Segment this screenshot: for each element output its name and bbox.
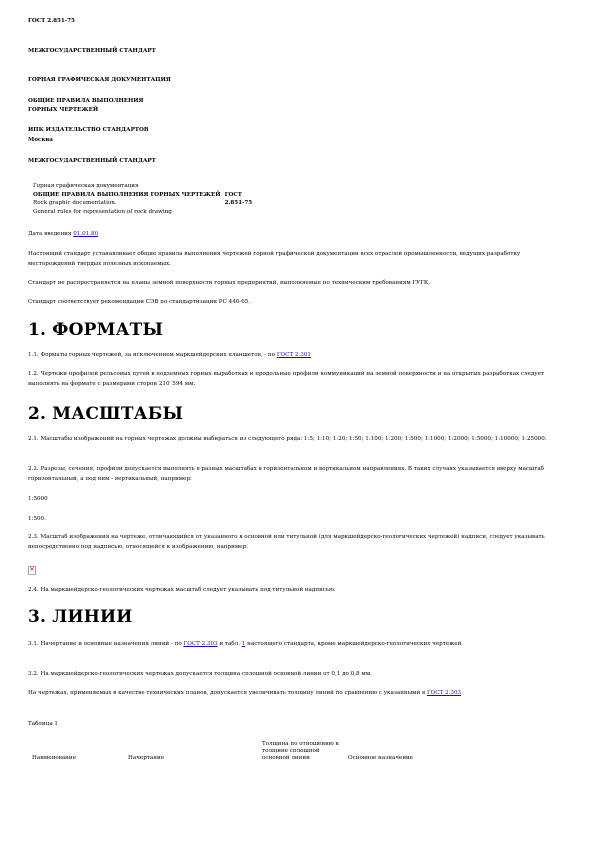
scope-paragraph: Настоящий стандарт устанавливает общие правила выполнения чертежей горной графической документации всех отраслей промышленности, ведущих разработку месторождений твердых полезных ископаемых. bbox=[28, 251, 521, 267]
section-3-1 bbox=[28, 640, 565, 650]
section-1-2: 1.2. Чертежи профилей рельсовых путей в подземных горных выработках и продольные профили коммуникаций на земной поверхности и на открытых разработках следует выполнять на формате с размерами сторон 210´594 мм. bbox=[28, 371, 545, 387]
section-3-1-text-b: и табл. bbox=[219, 641, 241, 647]
city: Москва bbox=[28, 137, 53, 143]
table-header-name: Наименование bbox=[32, 755, 76, 762]
broken-image-icon bbox=[28, 566, 36, 575]
intro-date-label: Дата введения bbox=[28, 231, 72, 237]
title-line-1: ОБЩИЕ ПРАВИЛА ВЫПОЛНЕНИЯ bbox=[28, 98, 144, 104]
index-left-line-2: ОБЩИЕ ПРАВИЛА ВЫПОЛНЕНИЯ ГОРНЫХ ЧЕРТЕЖЕЙ bbox=[33, 191, 221, 198]
intro-date bbox=[28, 230, 565, 240]
section-2-4: 2.4. На маркшейдерско-геологических чертежах масштаб следует указывать под титульной надписью. bbox=[28, 587, 336, 593]
index-left bbox=[31, 182, 223, 216]
section-3-heading: 3. ЛИНИИ bbox=[28, 607, 133, 627]
scale-vertical: 1:500. bbox=[28, 516, 46, 522]
interstate-standard-label: МЕЖГОСУДАРСТВЕННЫЙ СТАНДАРТ bbox=[28, 48, 156, 54]
section-2-3: 2.3. Масштаб изображения на чертеже, отличающийся от указанного в основной или титульной (для маркшейдерско-геологических чертежей) надписи, следует указывать непосредственно под надписью, относящейся к изображению, например: bbox=[28, 534, 545, 550]
gost-2-301-link[interactable]: ГОСТ 2.301 bbox=[276, 352, 311, 358]
table-header-purpose: Основное назначение bbox=[348, 755, 414, 762]
table-header-row bbox=[30, 741, 460, 763]
section-2-1: 2.1. Масштабы изображений на горных чертежах должны выбираться из следующего ряда: 1:5; 1:10; 1:20; 1:50; 1:100; 1:200; 1:500; 1:1000; 1:2000; 1:5000; 1:10000; 1:25000. bbox=[28, 436, 547, 442]
gost-2-303-link[interactable]: ГОСТ 2.303 bbox=[183, 641, 218, 647]
not-applicable-paragraph: Стандарт не распространяется на планы земной поверхности горных предприятий, выполняемые по техническим требованиям ГУГК. bbox=[28, 280, 431, 286]
index-left-line-1: Горная графическая документация bbox=[33, 183, 139, 189]
section-2-2: 2.2. Разрезы, сечения, профили допускается выполнять в разных масштабах в горизонтальном и вертикальном направлениях. В таких случаях указывается вверху масштаб горизонтальный, а под ним - вертикальный, например: bbox=[28, 466, 545, 482]
index-right bbox=[223, 182, 255, 216]
section-2-heading: 2. МАСШТАБЫ bbox=[28, 404, 184, 424]
index-left-line-4: General rules for representation of rock drawing bbox=[33, 208, 172, 215]
section-3-1-text-a: 3.1. Начертание и основные назначения линий - по bbox=[28, 641, 182, 647]
cmea-paragraph: Стандарт соответствует рекомендации СЭВ по стандартизации РС 446-65. bbox=[28, 299, 251, 305]
publisher: ИПК ИЗДАТЕЛЬСТВО СТАНДАРТОВ bbox=[28, 127, 149, 133]
table-1 bbox=[30, 741, 460, 763]
intro-date-link[interactable]: 01.01.80 bbox=[73, 231, 99, 237]
section-3-3 bbox=[28, 689, 565, 699]
scale-horizontal: 1:5000 bbox=[28, 496, 48, 502]
index-right-line-1: ГОСТ bbox=[224, 191, 242, 198]
series-title: ГОРНАЯ ГРАФИЧЕСКАЯ ДОКУМЕНТАЦИЯ bbox=[28, 77, 171, 83]
designation-block bbox=[31, 182, 254, 216]
section-1-heading: 1. ФОРМАТЫ bbox=[28, 320, 164, 340]
section-1-1 bbox=[28, 351, 565, 361]
section-1-1-text: 1.1. Форматы горных чертежей, за исключением маркшейдерских планшетов, - по bbox=[28, 352, 276, 358]
table-header-thickness: Толщина по отношению к толщине сплошной основной линии bbox=[262, 741, 339, 762]
section-3-1-text-c: настоящего стандарта, кроме маркшейдерско-геологических чертежей. bbox=[247, 641, 464, 647]
title-line-2: ГОРНЫХ ЧЕРТЕЖЕЙ bbox=[28, 107, 99, 113]
doc-id: ГОСТ 2.851-75 bbox=[28, 18, 75, 24]
index-left-line-3: Rock graphic documentation. bbox=[33, 200, 117, 207]
interstate-standard-label-2: МЕЖГОСУДАРСТВЕННЫЙ СТАНДАРТ bbox=[28, 158, 156, 164]
section-3-3-text: На чертежах, применяемых в качестве технических планов, допускается увеличивать толщину линий по сравнению с указанными в bbox=[28, 690, 426, 696]
table-header-drawing: Начертание bbox=[128, 755, 164, 762]
section-3-2: 3.2. На маркшейдерско-геологических чертежах допускается толщина сплошной основной линии от 0,1 до 0,8 мм. bbox=[28, 671, 372, 677]
table-1-caption: Таблица 1 bbox=[28, 721, 58, 727]
index-right-line-2: 2.851-75 bbox=[224, 200, 253, 207]
gost-2-303-link-2[interactable]: ГОСТ 2.303 bbox=[426, 690, 462, 696]
table-1-link[interactable]: 1 bbox=[241, 641, 246, 647]
